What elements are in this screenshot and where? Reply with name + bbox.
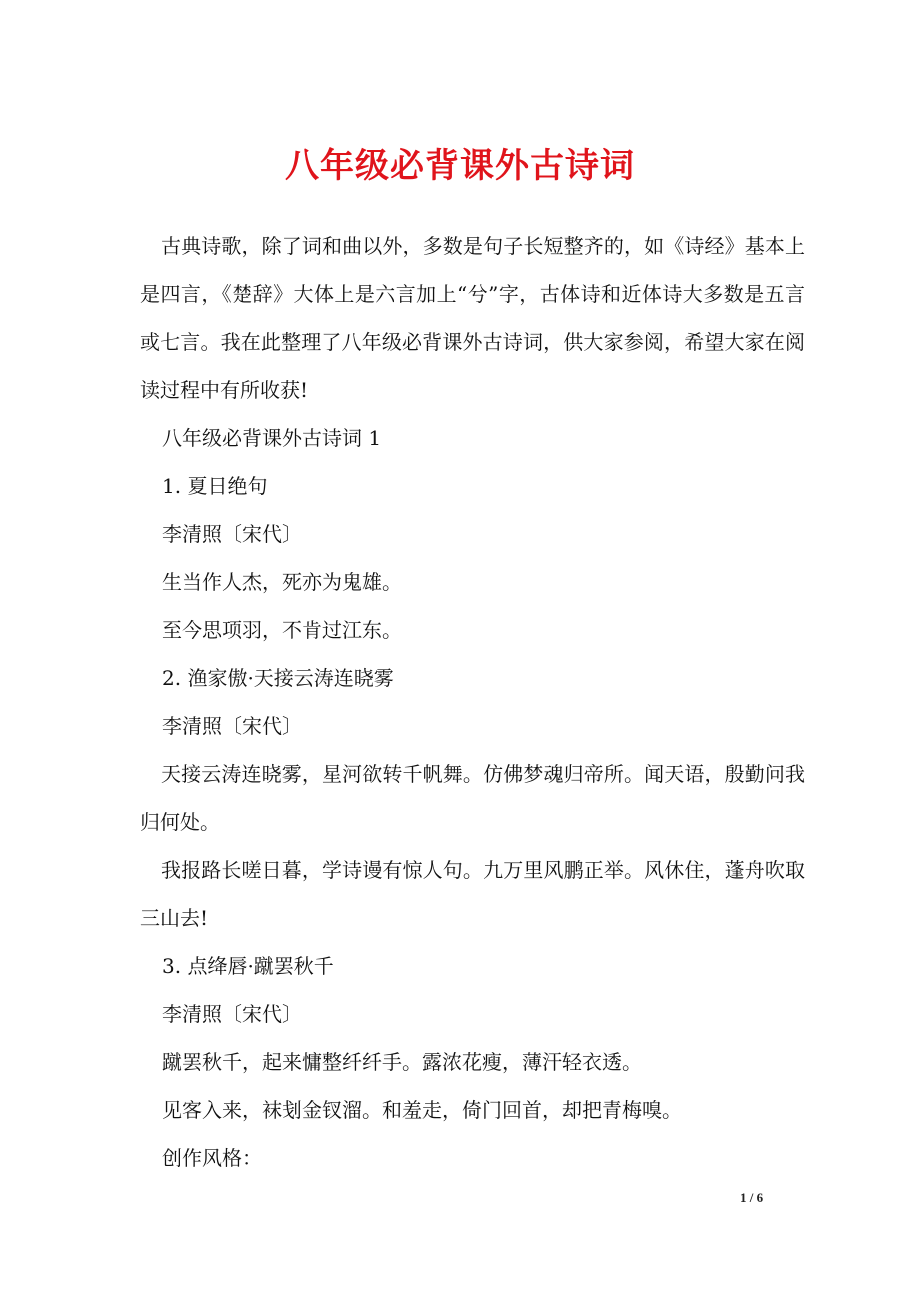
style-label: 创作风格： [162, 1146, 262, 1170]
poem-author: 李清照〔宋代〕 [162, 714, 302, 738]
poem-author: 李清照〔宋代〕 [162, 522, 302, 546]
poem-line: 至今思项羽，不肯过江东。 [162, 618, 402, 642]
page-title: 八年级必背课外古诗词 [285, 146, 635, 186]
poem-author: 李清照〔宋代〕 [162, 1002, 302, 1026]
poem-line: 蹴罢秋千，起来慵整纤纤手。露浓花瘦，薄汗轻衣透。 [162, 1050, 642, 1074]
poem-line: 见客入来，袜刬金钗溜。和羞走，倚门回首，却把青梅嗅。 [162, 1098, 682, 1122]
intro-paragraph: 古典诗歌，除了词和曲以外，多数是句子长短整齐的，如《诗经》基本上是四言，《楚辞》大体上是六言加上“兮”字，古体诗和近体诗大多数是五言或七言。我在此整理了八年级必背课外古诗词，供大家参阅，希望大家在阅读过程中有所收获! [140, 234, 805, 402]
poem-title: 2. 渔家傲·天接云涛连晓雾 [162, 666, 394, 690]
poem-line: 天接云涛连晓雾，星河欲转千帆舞。仿佛梦魂归帝所。闻天语，殷勤问我归何处。 [140, 762, 805, 834]
poem-line: 我报路长嗟日暮，学诗谩有惊人句。九万里风鹏正举。风休住，蓬舟吹取三山去! [140, 858, 805, 930]
poem-title: 1. 夏日绝句 [162, 474, 268, 498]
poem-title: 3. 点绛唇·蹴罢秋千 [162, 954, 334, 978]
section-heading: 八年级必背课外古诗词 1 [162, 426, 382, 450]
poem-line: 生当作人杰，死亦为鬼雄。 [162, 570, 402, 594]
page-indicator: 1 / 6 [740, 1190, 764, 1205]
